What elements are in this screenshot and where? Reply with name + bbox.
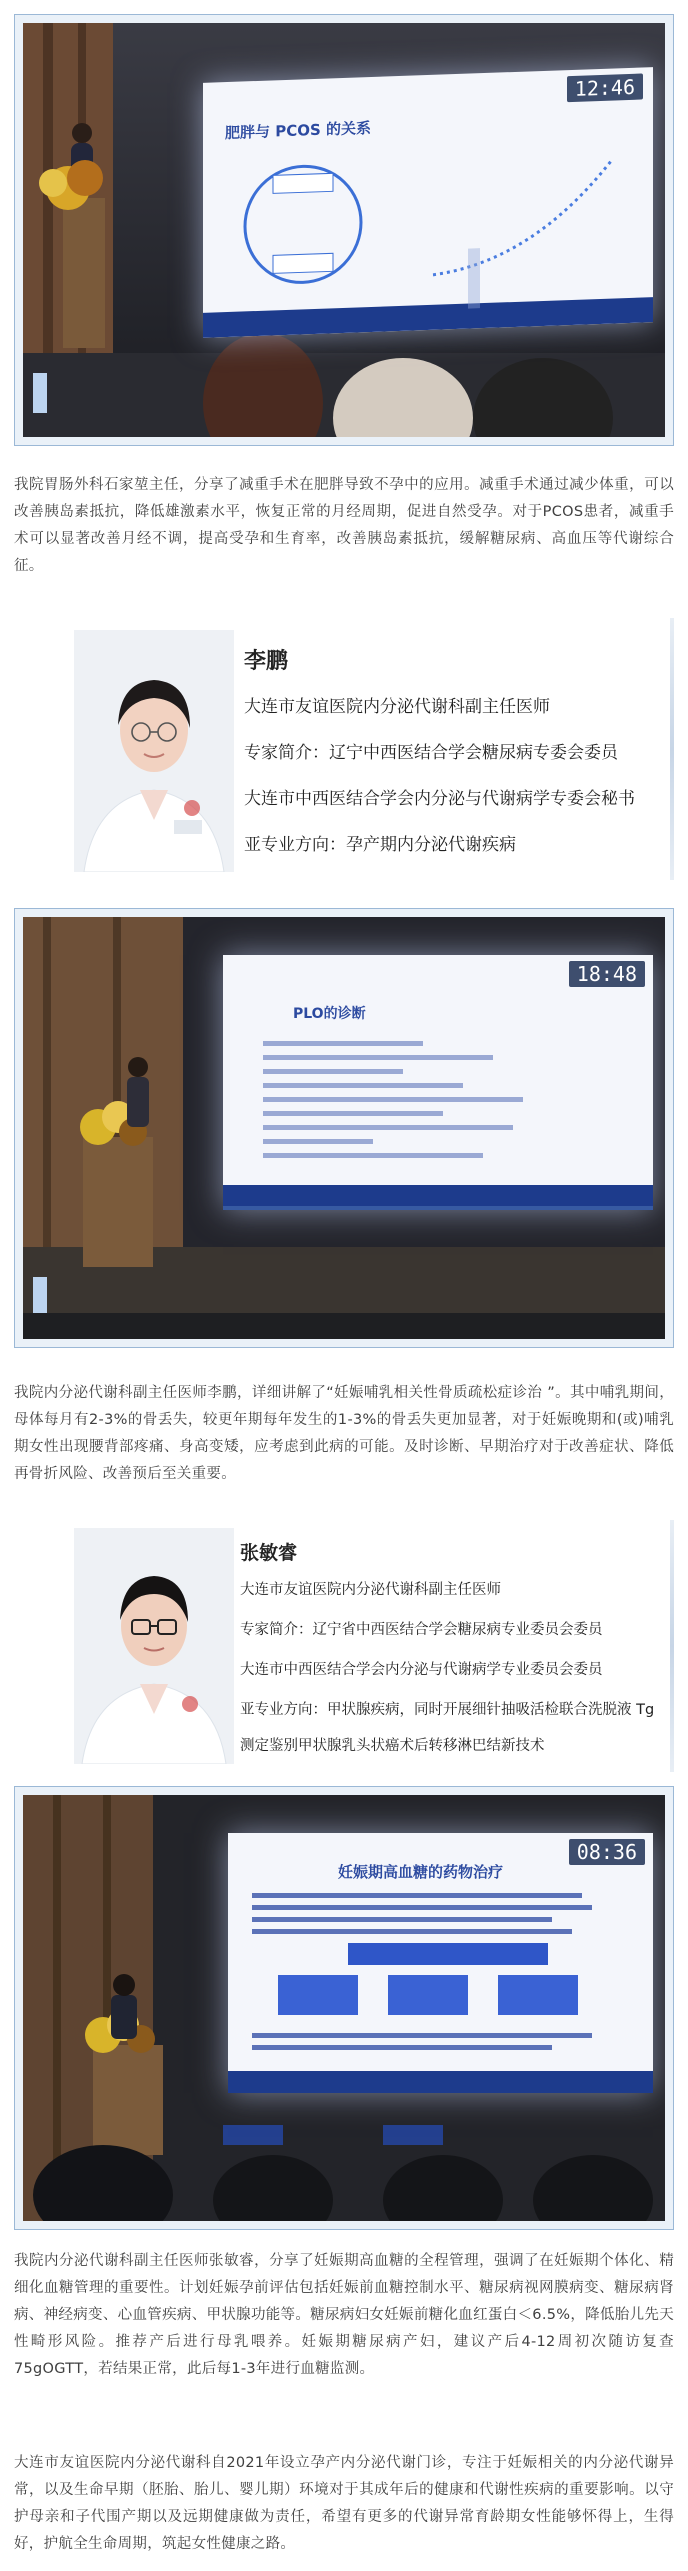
expert-specialty-cont: 测定鉴别甲状腺乳头状癌术后转移淋巴结新技术 <box>240 1738 545 1754</box>
expert-intro: 专家简介：辽宁省中西医结合学会糖尿病专业委员会委员 <box>240 1622 603 1638</box>
expert-specialty: 亚专业方向：孕产期内分泌代谢疾病 <box>244 835 516 855</box>
clock-display: 18:48 <box>569 961 645 987</box>
conference-photo-1 <box>14 14 674 446</box>
expert-title: 大连市友谊医院内分泌代谢科副主任医师 <box>240 1582 501 1598</box>
conference-photo-2 <box>14 908 674 1348</box>
decorative-bar <box>670 1520 674 1772</box>
expert-title: 大连市友谊医院内分泌代谢科副主任医师 <box>244 697 550 717</box>
expert-profile-zhang-minrui <box>14 1520 674 1772</box>
paragraph-bariatric-surgery: 我院胃肠外科石家堃主任，分享了减重手术在肥胖导致不孕中的应用。减重手术通过减少体重，可以改善胰岛素抵抗，降低雄激素水平，恢复正常的月经周期，促进自然受孕。对于PCOS患者，减重手术可以显著改善月经不调，提高受孕和生育率，改善胰岛素抵抗，缓解糖尿病、高血压等代谢综合征。 <box>14 477 674 574</box>
projection-slide-2 <box>223 955 653 1210</box>
slide-title: PLO的诊断 <box>293 1006 366 1022</box>
photo-scene-3 <box>23 1795 665 2221</box>
conference-photo-3 <box>14 1786 674 2230</box>
photo-scene-2 <box>23 917 665 1339</box>
paragraph-clinic-introduction: 大连市友谊医院内分泌代谢科自2021年设立孕产内分泌代谢门诊，专注于妊娠相关的内分泌代谢异常，以及生命早期（胚胎、胎儿、婴儿期）环境对于其成年后的健康和代谢性疾病的重要影响。以守护母亲和子代围产期以及远期健康做为责任，希望有更多的代谢异常育龄期女性能够怀得上，生得好，护航全生命周期，筑起女性健康之路。 <box>14 2455 674 2552</box>
projection-slide-3 <box>228 1833 653 2093</box>
projection-slide-1 <box>203 67 653 338</box>
clock-display: 08:36 <box>569 1839 645 1865</box>
expert-name: 张敏睿 <box>240 1542 298 1564</box>
photo-scene-1 <box>23 23 665 437</box>
paragraph-gestational-hyperglycemia: 我院内分泌代谢科副主任医师张敏睿，分享了妊娠期高血糖的全程管理，强调了在妊娠期个体化、精细化血糖管理的重要性。计划妊娠孕前评估包括妊娠前血糖控制水平、糖尿病视网膜病变、糖尿病肾病、神经病变、心血管疾病、甲状腺功能等。糖尿病妇女妊娠前糖化血红蛋白＜6.5%，降低胎儿先天性畸形风险。推荐产后进行母乳喂养。妊娠期糖尿病产妇，建议产后4-12周初次随访复查75gOGTT，若结果正常，此后每1-3年进行血糖监测。 <box>14 2253 674 2377</box>
expert-name: 李鹏 <box>244 649 289 674</box>
portrait-photo <box>74 1528 234 1764</box>
expert-intro: 专家简介：辽宁中西医结合学会糖尿病专委会委员 <box>244 743 618 763</box>
expert-role: 大连市中西医结合学会内分泌与代谢病学专业委员会委员 <box>240 1662 603 1678</box>
clock-display: 12:46 <box>567 73 643 102</box>
decorative-bar <box>670 618 674 880</box>
slide-footer <box>223 1206 653 1210</box>
expert-specialty: 亚专业方向：甲状腺疾病，同时开展细针抽吸活检联合洗脱液 Tg <box>240 1702 655 1718</box>
slide-title: 妊娠期高血糖的药物治疗 <box>338 1863 504 1881</box>
expert-profile-li-peng <box>14 618 674 880</box>
expert-role: 大连市中西医结合学会内分泌与代谢病学专委会秘书 <box>244 789 635 809</box>
slide-title: 肥胖与 PCOS 的关系 <box>225 118 372 143</box>
portrait-photo <box>74 630 234 872</box>
paragraph-plo-diagnosis: 我院内分泌代谢科副主任医师李鹏，详细讲解了“妊娠哺乳相关性骨质疏松症诊治 ”。其中哺乳期间，母体每月有2-3%的骨丢失，较更年期每年发生的1-3%的骨丢失更加显著，对于妊娠晚期和(或)哺乳期女性出现腰背部疼痛、身高变矮，应考虑到此病的可能。及时诊断、早期治疗对于改善症状、降低再骨折风险、改善预后至关重要。 <box>14 1385 674 1482</box>
